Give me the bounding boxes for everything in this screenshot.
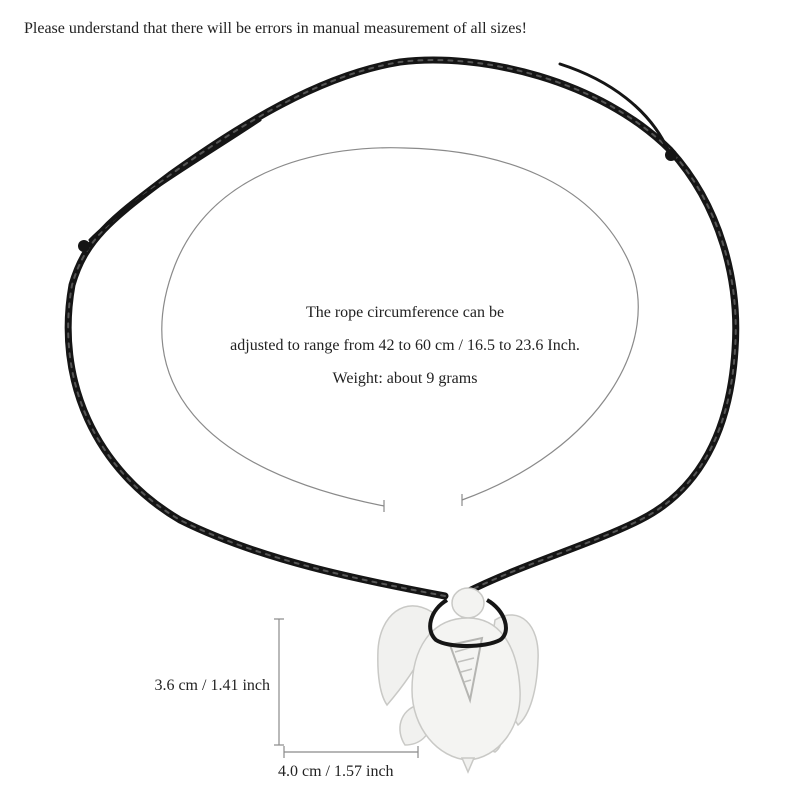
height-label: 3.6 cm / 1.41 inch [154, 677, 270, 694]
turtle-pendant [378, 588, 538, 772]
product-info [150, 296, 660, 395]
measurement-disclaimer: Please understand that there will be errors in manual measurement of all sizes! [24, 20, 527, 37]
info-line-range: adjusted to range from 42 to 60 cm / 16.5 to 23.6 Inch. [230, 337, 580, 354]
info-line-circumference: The rope circumference can be [305, 304, 505, 321]
turtle-head [452, 588, 484, 618]
width-label: 4.0 cm / 1.57 inch [278, 763, 394, 780]
info-line-weight: Weight: about 9 grams [332, 370, 478, 387]
